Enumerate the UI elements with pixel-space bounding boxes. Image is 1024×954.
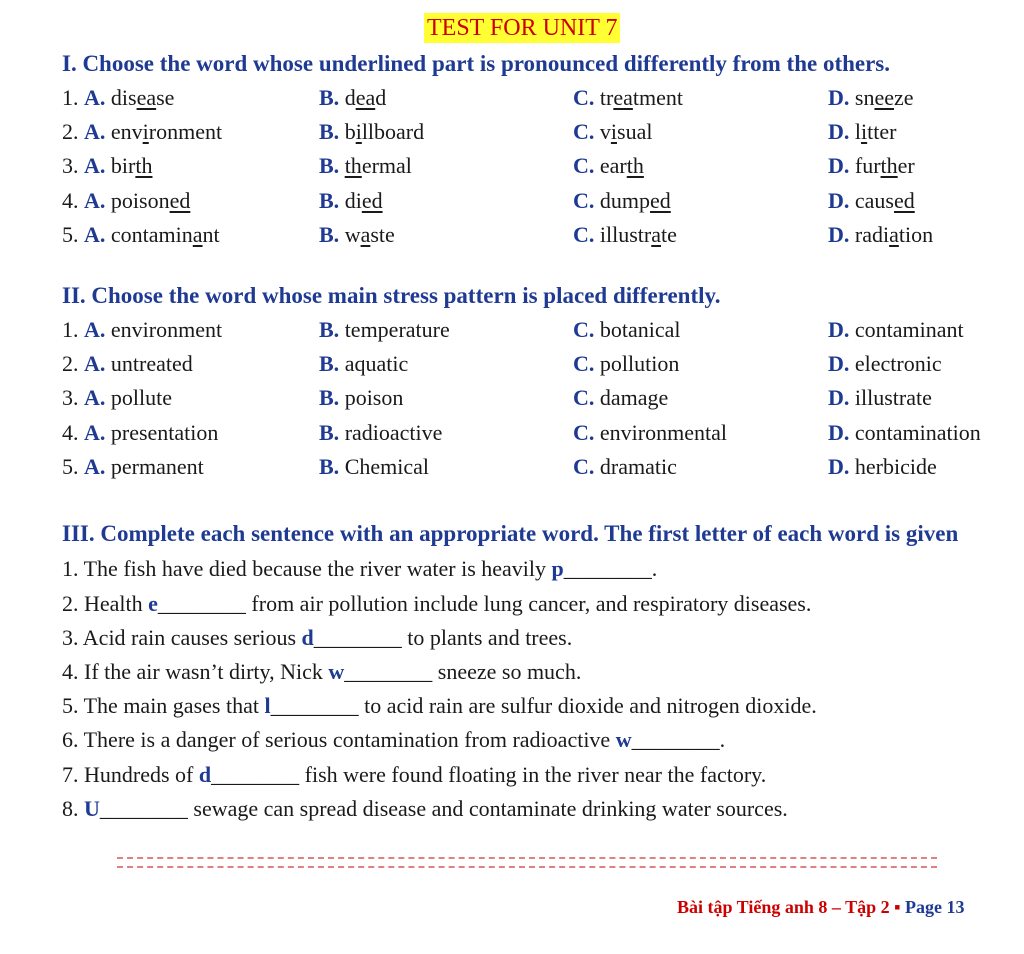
first-letter-hint: U <box>84 796 100 821</box>
question-row <box>62 416 1024 450</box>
option <box>319 450 429 484</box>
underlined-part: ea <box>136 85 157 110</box>
word-part: ermal <box>361 153 412 178</box>
underlined-part: ed <box>893 188 915 213</box>
sentence-text: The main gases that <box>83 693 265 718</box>
sentence-text: The fish have died because the river water is heavily <box>83 556 552 581</box>
sentence-number: 6. <box>62 727 79 752</box>
answer-blank: ________ <box>631 727 720 752</box>
question-number: 1. <box>62 85 79 110</box>
word-part: ronment <box>148 119 223 144</box>
word-part: illustr <box>599 222 652 247</box>
sentence-item <box>62 758 766 792</box>
option <box>319 115 424 149</box>
first-letter-hint: l <box>264 693 271 718</box>
word-part: te <box>661 222 677 247</box>
underlined-part: i <box>355 119 362 144</box>
option-letter: A. <box>84 454 106 479</box>
word-part: caus <box>854 188 894 213</box>
option-word: environment <box>110 317 223 342</box>
underlined-part: i <box>142 119 149 144</box>
option <box>573 313 681 347</box>
sentence-number: 4. <box>62 659 79 684</box>
section-2-heading: II. Choose the word whose main stress pattern is placed differently. <box>62 283 721 308</box>
answer-blank: ________ <box>99 796 188 821</box>
option-word: electronic <box>854 351 942 376</box>
option <box>573 381 668 415</box>
sentence-text: . <box>651 556 658 581</box>
option-letter: C. <box>573 351 595 376</box>
word-part: v <box>599 119 611 144</box>
first-letter-hint: w <box>328 659 345 684</box>
sentence-text: from air pollution include lung cancer, and respiratory diseases. <box>245 591 812 616</box>
sentence-text: Health <box>84 591 149 616</box>
word-part: tr <box>599 85 614 110</box>
underlined-part: a <box>360 222 371 247</box>
option <box>828 115 896 149</box>
option-word: pollution <box>599 351 680 376</box>
option-letter: A. <box>84 420 106 445</box>
option <box>828 218 933 252</box>
sentence-text: If the air wasn’t dirty, Nick <box>84 659 329 684</box>
sentence-text: There is a danger of serious contamination from radioactive <box>83 727 616 752</box>
word-part: llboard <box>361 119 425 144</box>
word-part: dis <box>110 85 137 110</box>
page-footer <box>677 897 964 918</box>
sentence-number: 5. <box>62 693 79 718</box>
question-row <box>62 381 1024 415</box>
option-letter: A. <box>84 351 106 376</box>
sentence-number: 2. <box>62 591 79 616</box>
divider-line <box>117 857 937 868</box>
option-letter: A. <box>84 385 106 410</box>
first-letter-hint: p <box>551 556 564 581</box>
option-letter: B. <box>319 420 340 445</box>
sentence-text: sewage can spread disease and contaminate drinking water sources. <box>187 796 788 821</box>
option <box>573 184 671 218</box>
option-word: radioactive <box>344 420 443 445</box>
option <box>828 450 937 484</box>
option <box>573 450 677 484</box>
option <box>573 347 679 381</box>
option-letter: A. <box>84 85 106 110</box>
sentence-text: to acid rain are sulfur dioxide and nitrogen dioxide. <box>358 693 817 718</box>
option-word: illustrate <box>854 385 932 410</box>
footer-book: Bài tập Tiếng anh 8 – Tập 2 ▪ <box>677 897 905 917</box>
option-letter: D. <box>828 153 850 178</box>
option-word: presentation <box>110 420 219 445</box>
option-letter: C. <box>573 222 595 247</box>
option <box>319 218 395 252</box>
option-letter: B. <box>319 351 340 376</box>
word-part: d <box>344 85 356 110</box>
option <box>62 381 172 415</box>
word-part: d <box>375 85 387 110</box>
question-row <box>62 184 1024 218</box>
option-letter: B. <box>319 153 340 178</box>
option-letter: B. <box>319 317 340 342</box>
option-letter: B. <box>319 385 340 410</box>
sentence-item <box>62 621 572 655</box>
option <box>62 218 220 252</box>
sentence-number: 1. <box>62 556 79 581</box>
word-part: se <box>156 85 175 110</box>
option <box>828 381 932 415</box>
option <box>319 381 403 415</box>
word-part: radi <box>854 222 890 247</box>
option-letter: A. <box>84 119 106 144</box>
word-part: er <box>897 153 915 178</box>
question-row <box>62 313 1024 347</box>
option-word: aquatic <box>344 351 409 376</box>
option-letter: C. <box>573 454 595 479</box>
word-part: tion <box>898 222 934 247</box>
option <box>828 347 942 381</box>
word-part: di <box>344 188 362 213</box>
option-letter: C. <box>573 385 595 410</box>
sentence-text: to plants and trees. <box>401 625 573 650</box>
word-part: l <box>854 119 862 144</box>
option-letter: D. <box>828 222 850 247</box>
question-row <box>62 115 1024 149</box>
option <box>319 81 386 115</box>
word-part: tment <box>632 85 683 110</box>
option <box>828 81 914 115</box>
option-letter: C. <box>573 153 595 178</box>
option-word: environmental <box>599 420 727 445</box>
word-part: env <box>110 119 143 144</box>
option <box>62 184 190 218</box>
option <box>828 416 981 450</box>
first-letter-hint: e <box>148 591 158 616</box>
question-row <box>62 149 1024 183</box>
question-number: 3. <box>62 153 79 178</box>
option <box>319 416 442 450</box>
answer-blank: ________ <box>157 591 246 616</box>
option-letter: D. <box>828 188 850 213</box>
option <box>319 184 383 218</box>
word-part: tter <box>867 119 897 144</box>
underlined-part: th <box>135 153 153 178</box>
option <box>319 313 450 347</box>
option <box>573 416 727 450</box>
option <box>62 149 152 183</box>
option-letter: C. <box>573 188 595 213</box>
underlined-part: th <box>880 153 898 178</box>
option <box>573 149 644 183</box>
sentence-item <box>62 587 811 621</box>
sentence-text: Acid rain causes serious <box>82 625 302 650</box>
test-title: TEST FOR UNIT 7 <box>424 13 620 43</box>
sentence-item <box>62 552 657 586</box>
option <box>62 347 193 381</box>
option-word: permanent <box>110 454 204 479</box>
underlined-part: ea <box>613 85 633 110</box>
option-letter: D. <box>828 351 850 376</box>
option-letter: B. <box>319 85 340 110</box>
word-part: nt <box>202 222 220 247</box>
sentence-number: 8. <box>62 796 79 821</box>
option <box>62 115 222 149</box>
underlined-part: a <box>651 222 661 247</box>
sentence-text: Hundreds of <box>84 762 199 787</box>
question-row <box>62 347 1024 381</box>
sentence-number: 3. <box>62 625 79 650</box>
option <box>319 149 412 183</box>
option-word: botanical <box>599 317 681 342</box>
underlined-part: ed <box>361 188 383 213</box>
option-letter: B. <box>319 454 340 479</box>
option <box>62 416 218 450</box>
question-number: 4. <box>62 188 79 213</box>
word-part: w <box>344 222 361 247</box>
option-letter: A. <box>84 188 106 213</box>
option-letter: C. <box>573 85 595 110</box>
underlined-part: ed <box>650 188 671 213</box>
sentence-text: . <box>719 727 726 752</box>
option-word: untreated <box>110 351 193 376</box>
underlined-part: ed <box>169 188 191 213</box>
answer-blank: ________ <box>313 625 402 650</box>
option-word: contaminant <box>854 317 964 342</box>
sentence-item <box>62 792 788 826</box>
answer-blank: ________ <box>344 659 433 684</box>
word-part: ear <box>599 153 627 178</box>
sentence-item <box>62 689 817 723</box>
word-part: dump <box>599 188 651 213</box>
word-part: bir <box>110 153 136 178</box>
underlined-part: i <box>610 119 618 144</box>
sentence-item <box>62 655 581 689</box>
question-row <box>62 81 1024 115</box>
sentence-text: sneeze so much. <box>432 659 582 684</box>
word-part: fur <box>854 153 881 178</box>
option-letter: D. <box>828 385 850 410</box>
option <box>573 81 683 115</box>
option <box>828 313 964 347</box>
option-word: pollute <box>110 385 172 410</box>
option-letter: D. <box>828 317 850 342</box>
option-letter: B. <box>319 222 340 247</box>
option-word: damage <box>599 385 669 410</box>
option <box>62 450 204 484</box>
first-letter-hint: d <box>301 625 314 650</box>
section-3-heading: III. Complete each sentence with an appropriate word. The first letter of each word is given <box>62 521 959 546</box>
word-part: poison <box>110 188 170 213</box>
first-letter-hint: d <box>198 762 212 787</box>
sentence-text: fish were found floating in the river near the factory. <box>299 762 767 787</box>
option <box>828 149 915 183</box>
option-letter: D. <box>828 119 850 144</box>
answer-blank: ________ <box>563 556 652 581</box>
underlined-part: th <box>626 153 644 178</box>
underlined-part: a <box>889 222 899 247</box>
sentence-item <box>62 723 725 757</box>
option-word: dramatic <box>599 454 677 479</box>
option-letter: B. <box>319 119 340 144</box>
question-row <box>62 450 1024 484</box>
word-part: contamin <box>110 222 193 247</box>
underlined-part: ea <box>355 85 376 110</box>
word-part: sn <box>854 85 875 110</box>
option-letter: C. <box>573 119 595 144</box>
option-letter: A. <box>84 153 106 178</box>
question-number: 2. <box>62 119 79 144</box>
answer-blank: ________ <box>211 762 300 787</box>
word-part: ze <box>893 85 914 110</box>
option-word: Chemical <box>344 454 429 479</box>
word-part: ste <box>370 222 395 247</box>
option <box>573 115 652 149</box>
option-letter: C. <box>573 420 595 445</box>
footer-page-number: Page 13 <box>904 897 965 917</box>
option-word: poison <box>344 385 404 410</box>
underlined-part: th <box>344 153 362 178</box>
question-number: 4. <box>62 420 79 445</box>
option-word: temperature <box>344 317 450 342</box>
option <box>573 218 677 252</box>
question-number: 2. <box>62 351 79 376</box>
option <box>828 184 915 218</box>
option-letter: B. <box>319 188 340 213</box>
option <box>319 347 408 381</box>
option-word: herbicide <box>854 454 937 479</box>
option-letter: A. <box>84 222 106 247</box>
question-number: 1. <box>62 317 79 342</box>
option-letter: D. <box>828 454 850 479</box>
underlined-part: ee <box>874 85 894 110</box>
option <box>62 313 222 347</box>
option-word: contamination <box>854 420 981 445</box>
option-letter: A. <box>84 317 106 342</box>
question-number: 5. <box>62 454 79 479</box>
sentence-number: 7. <box>62 762 79 787</box>
option-letter: C. <box>573 317 595 342</box>
option-letter: D. <box>828 420 850 445</box>
underlined-part: i <box>861 119 868 144</box>
word-part: sual <box>617 119 653 144</box>
underlined-part: a <box>192 222 203 247</box>
first-letter-hint: w <box>615 727 632 752</box>
answer-blank: ________ <box>270 693 359 718</box>
question-row <box>62 218 1024 252</box>
question-number: 5. <box>62 222 79 247</box>
option-letter: D. <box>828 85 850 110</box>
question-number: 3. <box>62 385 79 410</box>
section-1-heading: I. Choose the word whose underlined part is pronounced differently from the others. <box>62 51 891 76</box>
option <box>62 81 174 115</box>
word-part: b <box>344 119 356 144</box>
